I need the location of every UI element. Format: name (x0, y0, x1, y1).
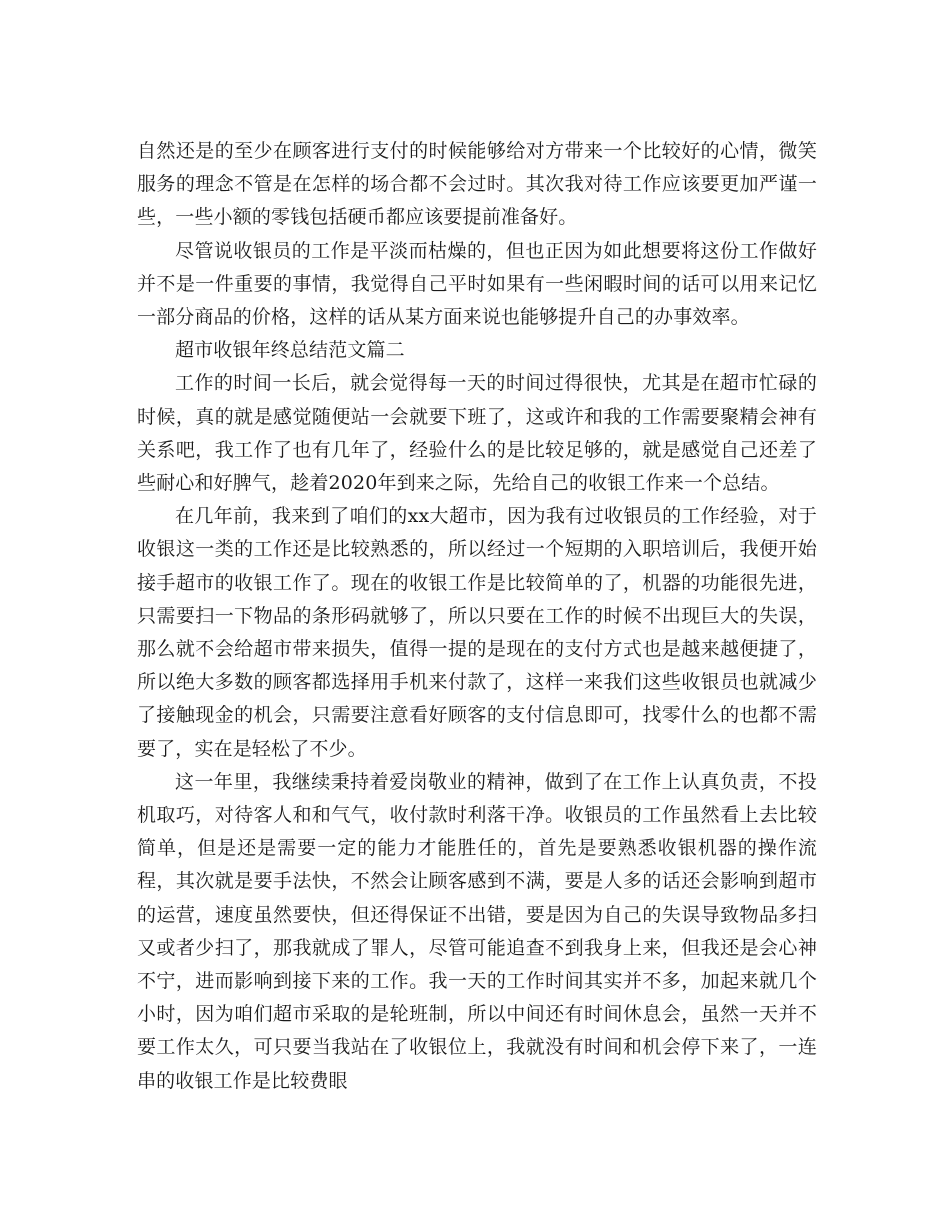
section-heading: 超市收银年终总结范文篇二 (175, 339, 405, 362)
document-body (137, 135, 817, 1098)
paragraph-3: 工作的时间一长后，就会觉得每一天的时间过得很快，尤其是在超市忙碌的时候，真的就是感觉随便站一会就要下班了，这或许和我的工作需要聚精会神有关系吧，我工作了也有几年了，经验什么的是比较足够的，就是感觉自己还差了些耐心和好脾气，趁着2020年到来之际，先给自己的收银工作来一个总结。 (137, 372, 817, 495)
paragraph-5: 这一年里，我继续秉持着爱岗敬业的精神，做到了在工作上认真负责，不投机取巧，对待客人和和气气，收付款时利落干净。收银员的工作虽然看上去比较简单，但是还是需要一定的能力才能胜任的，首先是要熟悉收银机器的操作流程，其次就是要手法快，不然会让顾客感到不满，要是人多的话还会影响到超市的运营，速度虽然要快，但还得保证不出错，要是因为自己的失误导致物品多扫又或者少扫了，那我就成了罪人，尽管可能追查不到我身上来，但我还是会心神不宁，进而影响到接下来的工作。我一天的工作时间其实并不多，加起来就几个小时，因为咱们超市采取的是轮班制，所以中间还有时间休息会，虽然一天并不要工作太久，可只要当我站在了收银位上，我就没有时间和机会停下来了，一连串的收银工作是比较费眼 (137, 770, 817, 1092)
paragraph-1: 自然还是的至少在顾客进行支付的时候能够给对方带来一个比较好的心情，微笑服务的理念不管是在怎样的场合都不会过时。其次我对待工作应该要更加严谨一些，一些小额的零钱包括硬币都应该要提前准备好。 (137, 140, 817, 229)
paragraph-4: 在几年前，我来到了咱们的xx大超市，因为我有过收银员的工作经验，对于收银这一类的工作还是比较熟悉的，所以经过一个短期的入职培训后，我便开始接手超市的收银工作了。现在的收银工作是比较简单的了，机器的功能很先进，只需要扫一下物品的条形码就够了，所以只要在工作的时候不出现巨大的失误，那么就不会给超市带来损失，值得一提的是现在的支付方式也是越来越便捷了，所以绝大多数的顾客都选择用手机来付款了，这样一来我们这些收银员也就减少了接触现金的机会，只需要注意看好顾客的支付信息即可，找零什么的也都不需要了，实在是轻松了不少。 (137, 505, 817, 760)
paragraph-2: 尽管说收银员的工作是平淡而枯燥的，但也正因为如此想要将这份工作做好并不是一件重要的事情，我觉得自己平时如果有一些闲暇时间的话可以用来记忆一部分商品的价格，这样的话从某方面来说也能够提升自己的办事效率。 (137, 239, 817, 329)
